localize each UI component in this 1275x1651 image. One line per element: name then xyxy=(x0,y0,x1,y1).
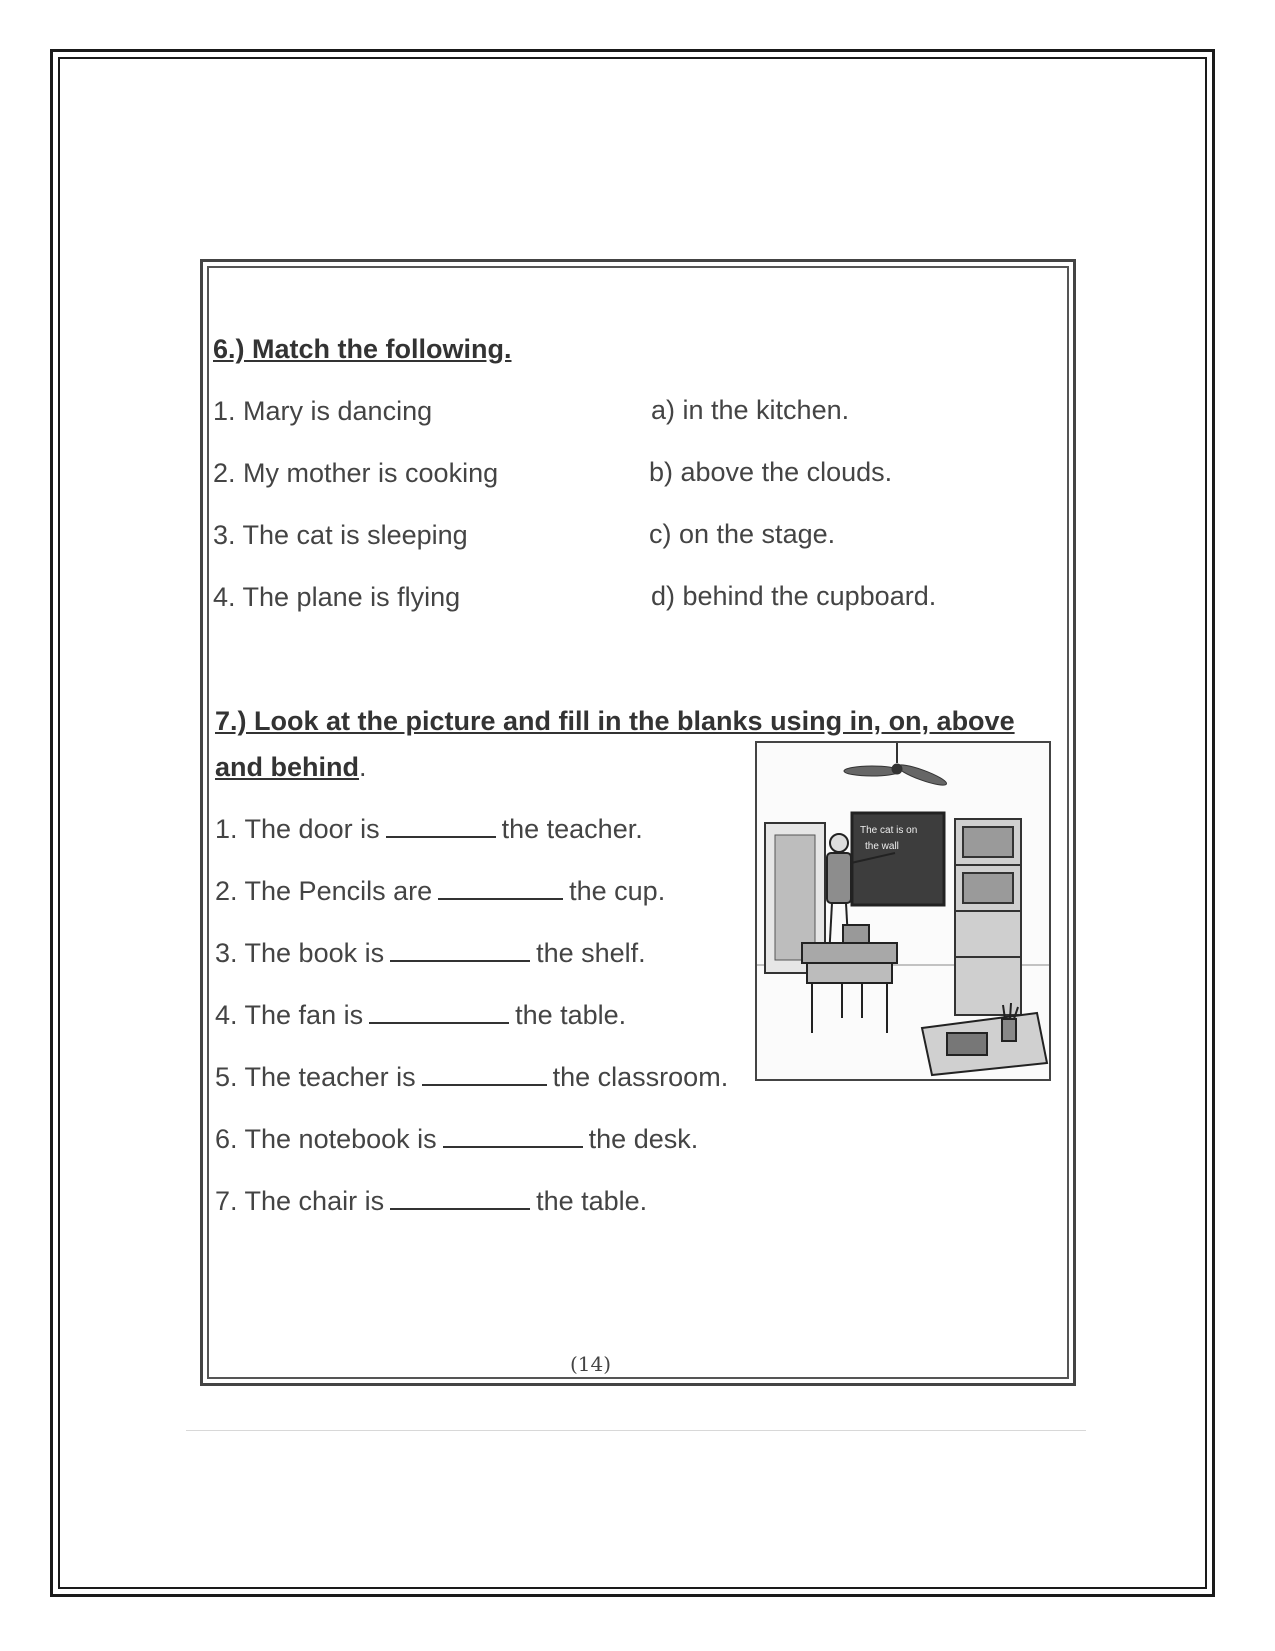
section6-heading: 6.) Match the following. xyxy=(213,334,512,364)
fill-blank-item xyxy=(215,938,646,969)
classroom-picture xyxy=(755,741,1051,1081)
fill-blank-item xyxy=(215,1186,647,1217)
desk xyxy=(802,943,897,1033)
match-right-item: d) behind the cupboard. xyxy=(651,581,937,611)
answer-blank[interactable] xyxy=(443,1124,583,1148)
fill-blank-prefix: 1. The door is xyxy=(215,814,380,844)
fill-blank-prefix: 6. The notebook is xyxy=(215,1124,437,1154)
fill-blank-item xyxy=(215,1124,698,1155)
classroom-illustration xyxy=(757,743,1049,1079)
match-left-item: 4. The plane is flying xyxy=(213,582,461,612)
fill-blank-item xyxy=(215,1062,728,1093)
bookshelf xyxy=(955,819,1021,1015)
section7-heading-emphasis: and behind xyxy=(215,752,359,782)
fill-blank-item xyxy=(215,1000,626,1031)
fill-blank-prefix: 2. The Pencils are xyxy=(215,876,433,906)
match-left-item: 3. The cat is sleeping xyxy=(213,520,468,550)
answer-blank[interactable] xyxy=(438,876,563,900)
answer-blank[interactable] xyxy=(390,938,530,962)
fill-blank-prefix: 7. The chair is xyxy=(215,1186,385,1216)
answer-blank[interactable] xyxy=(422,1062,547,1086)
section7-heading-period: . xyxy=(359,752,367,782)
fill-blank-suffix: the classroom. xyxy=(552,1062,729,1092)
fill-blank-suffix: the teacher. xyxy=(501,814,643,844)
match-right-item: c) on the stage. xyxy=(649,519,836,549)
answer-blank[interactable] xyxy=(390,1186,530,1210)
fill-blank-prefix: 4. The fan is xyxy=(215,1000,364,1030)
fill-blank-suffix: the table. xyxy=(536,1186,648,1216)
answer-blank[interactable] xyxy=(386,814,496,838)
fill-blank-item xyxy=(215,814,643,845)
fill-blank-suffix: the shelf. xyxy=(536,938,646,968)
cup-with-pencils xyxy=(1002,1019,1016,1041)
match-right-item: a) in the kitchen. xyxy=(651,395,850,425)
fill-blank-prefix: 3. The book is xyxy=(215,938,385,968)
section7-heading-line1: 7.) Look at the picture and fill in the blanks using in, on, above xyxy=(215,706,1015,736)
chair xyxy=(843,925,869,943)
fill-blank-suffix: the table. xyxy=(515,1000,627,1030)
match-left-item: 2. My mother is cooking xyxy=(213,458,499,488)
match-left-item: 1. Mary is dancing xyxy=(213,396,433,426)
section7-heading-line2 xyxy=(215,752,367,783)
ceiling-fan-icon xyxy=(844,743,948,789)
divider-line xyxy=(186,1430,1086,1431)
notebook xyxy=(947,1033,987,1055)
fill-blank-suffix: the desk. xyxy=(588,1124,699,1154)
fill-blank-suffix: the cup. xyxy=(569,876,666,906)
fill-blank-prefix: 5. The teacher is xyxy=(215,1062,416,1092)
answer-blank[interactable] xyxy=(369,1000,509,1024)
fill-blank-item xyxy=(215,876,665,907)
match-right-item: b) above the clouds. xyxy=(649,457,893,487)
board-text-line1: The cat is on xyxy=(860,825,918,836)
page-number: (14) xyxy=(570,1352,612,1376)
board-text-line2: the wall xyxy=(865,841,899,852)
